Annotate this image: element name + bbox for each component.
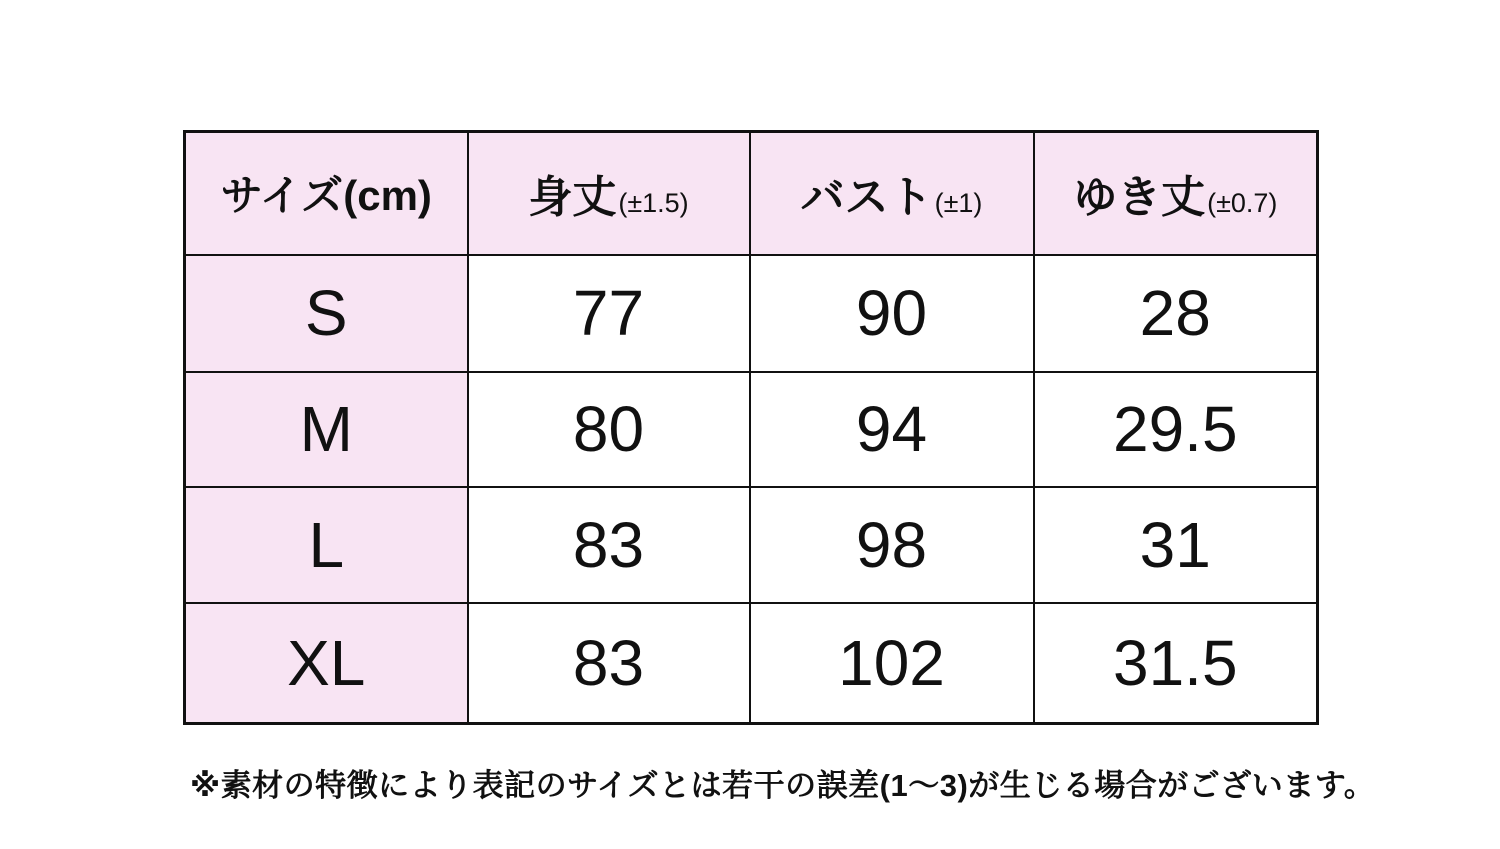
header-yuki-length-tolerance: (±0.7) <box>1207 188 1278 219</box>
bust-cell <box>750 255 1034 372</box>
yuki-length-cell <box>1034 603 1318 724</box>
header-yuki-length <box>1034 132 1318 255</box>
size-label: M <box>299 393 353 465</box>
size-cell <box>185 487 468 603</box>
yuki-length-cell <box>1034 372 1318 487</box>
bust-cell <box>750 487 1034 603</box>
header-body-length-label: 身丈 <box>528 173 617 223</box>
yuki-length-cell <box>1034 487 1318 603</box>
table-row-xl <box>185 603 1318 724</box>
table-row-l <box>185 487 1318 603</box>
header-body-length <box>468 132 750 255</box>
disclaimer-note: ※素材の特徴により表記のサイズとは若干の誤差(1～3)が生じる場合がございます。 <box>190 768 1376 803</box>
body-length-value: 77 <box>572 277 645 349</box>
body-length-value: 83 <box>572 626 645 699</box>
size-cell <box>185 255 468 372</box>
bust-value: 102 <box>838 626 945 699</box>
table-row-m <box>185 372 1318 487</box>
header-size-label: サイズ(cm) <box>220 172 432 220</box>
header-body-length-tolerance: (±1.5) <box>618 188 689 219</box>
yuki-length-value: 31 <box>1139 508 1211 581</box>
header-bust-tolerance: (±1) <box>934 188 983 219</box>
size-cell <box>185 603 468 724</box>
size-chart-table <box>183 130 1319 725</box>
header-size <box>185 132 468 255</box>
header-row <box>185 132 1318 255</box>
size-label: XL <box>287 626 366 699</box>
yuki-length-cell <box>1034 255 1318 372</box>
body-length-value: 83 <box>572 508 645 581</box>
header-bust-label: バスト <box>800 173 933 223</box>
header-bust <box>750 132 1034 255</box>
body-length-value: 80 <box>572 393 645 465</box>
yuki-length-value: 28 <box>1139 277 1211 349</box>
yuki-length-value: 31.5 <box>1112 626 1238 699</box>
body-length-cell <box>468 603 750 724</box>
header-yuki-length-label: ゆき丈 <box>1073 173 1206 223</box>
bust-value: 90 <box>855 277 928 349</box>
size-label: L <box>308 508 345 581</box>
size-cell <box>185 372 468 487</box>
bust-value: 98 <box>855 508 928 581</box>
body-length-cell <box>468 255 750 372</box>
table-row-s <box>185 255 1318 372</box>
body-length-cell <box>468 487 750 603</box>
bust-value: 94 <box>855 393 928 465</box>
size-label: S <box>304 277 348 349</box>
yuki-length-value: 29.5 <box>1112 393 1238 465</box>
bust-cell <box>750 603 1034 724</box>
bust-cell <box>750 372 1034 487</box>
body-length-cell <box>468 372 750 487</box>
